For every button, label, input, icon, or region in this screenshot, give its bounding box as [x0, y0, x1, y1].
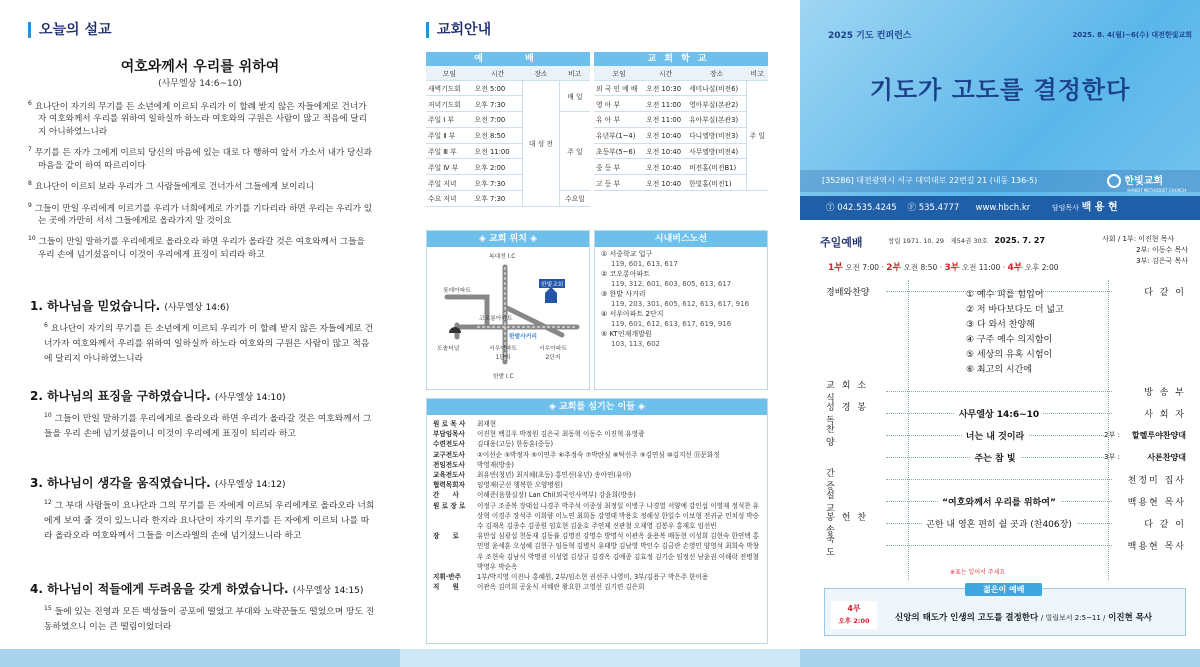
conference-date: 2025. 8. 4(월)~6(수) 대전한빛교회	[1072, 31, 1192, 39]
bulletin-meta: 창립 1971. 10. 29 제54권 30호 2025. 7. 27	[888, 236, 1046, 245]
bus-stop: ④ 서우아파트 2단지 119, 601, 612, 613, 617, 619, 916	[601, 310, 732, 328]
staff-row: 교구전도사 ②이선순 ③박정자 ⑤이연주 ⑥추정숙 ⑦박란심 ⑧탁선주 ⑨김연심 ⑩김지선 ⑪문화정	[433, 450, 720, 459]
staff-row: 원 로 장 로 이정구 조종복 장태섭 나경주 박주석 이종성 최정일 이병구 나경열 서양예 강인섭 이영재 정석찬 유상혁 이경주 장석주 이희량 이노연 최희동 강영태 박용호 정해성 한일수 이보형 전귀균 민치성 박승수 김재옥 김종수 김종원 임호현 김윤호 주연제 신관철 오재영 김봉우 홍재호 임선빈	[433, 501, 760, 531]
contact-bar: Ⓣ 042.535.4245 Ⓕ 535.4777 www.hbch.kr 담임목사 백 용 현	[800, 196, 1200, 220]
verse: $^{10}$ 그들이 만일 말하기를 우리에게로 올라오라 하면 우리가 올라갈 것은 여호와께서 그들을 우리 손에 넘기셨음이니 이것이 우리에게 표징이 되리라 하고	[28, 235, 365, 260]
staff-row: 수련전도사 김대웅(고등) 한동훈(중등)	[433, 440, 554, 449]
church-info-panel	[400, 0, 800, 667]
staff-row: 간 사 이해준(음향실장) Lan Chi(외국인사역부) 강윤희(방송)	[433, 491, 636, 500]
sermon-title: 여호와께서 우리를 위하여	[120, 59, 280, 75]
verse: $^6$ 요나단이 자기의 무기를 든 소년에게 이르되 우리가 이 할례 받지 않은 자들에게로 건너가자 여호와께서 우리를 위하여 일하실까 하노라 여호와의 구원은 사람이 많고 적음에 달리지 아니하였느니라	[28, 100, 367, 137]
location-box	[426, 230, 590, 390]
worship-header: 예 배	[426, 52, 590, 66]
website: www.hbch.kr	[975, 203, 1031, 213]
section-title: 교회안내	[426, 22, 491, 38]
staff-row: 교육전도사 최유빈(청년) 최지혜(초등) 홍민선(유년) 송아연(유아)	[433, 471, 632, 480]
order-row: 경배와찬양 다 같 이	[826, 287, 1186, 298]
section-title: 오늘의 설교	[28, 22, 112, 38]
church-logo: 한빛교회 HANBIT METHODIST CHURCH	[1107, 172, 1186, 193]
sermon-point: 1. 하나님을 믿었습니다. (사무엘상 14:6) $^6$ 요나단이 자기의 무기를 든 소년에게 이르되 우리가 이 할례 받지 않은 자들에게로 건너가자 여호와께서 우리를 위하여 일하실까 하노라 여호와의 구원은 사람이 많고 적음에 달리지 아니하였느니라	[30, 299, 374, 364]
sermon-point: 3. 하나님이 생각을 움직였습니다. (사무엘상 14:12) $^{12}$ 그 부대 사람들이 요나단과 그의 무기를 든 자에게 이르되 우리에게로 올라오라 너희에게 보여 줄 것이 있느니라 한지라 요나단이 자기의 무기를 든 자에게 이르되 나를 따라 올라오라 여호와께서 그들을 이스라엘의 손에 넘기셨느니라 하고	[30, 476, 375, 541]
order-row: 축 도 백용현 목사	[826, 535, 1186, 558]
phone-icon: Ⓣ	[826, 203, 835, 213]
verse: $^9$ 그들이 만일 우리에게 이르기를 우리가 너희에게로 가기를 기다리라 하면 우리는 우리가 있는 곳에 가만히 서서 그들에게로 올라가지 말 것이요	[28, 201, 373, 226]
location-header: ◈ 교회 위치 ◈	[427, 231, 589, 247]
staff-row: 전임전도사 박영재(방송)	[433, 460, 514, 469]
church-map: 복대전 I.C 롯데아파트 한빛교회 코오롱아파트 한밭사거리 도솔터널 서우아파트 1단지 서우아파트 2단지 한밭 I.C	[437, 254, 567, 380]
youth-worship-header: 젊은이 예배	[965, 583, 1042, 596]
order-row: 간 증 천정미 집사	[826, 469, 1186, 492]
church-address: [35286] 대전광역시 서구 대덕대로 22번길 21 (내동 136-5)	[800, 170, 1200, 192]
order-of-worship	[826, 280, 1186, 556]
conference-title: 기도가 고도를 결정한다	[869, 76, 1131, 104]
sermon-panel	[0, 0, 400, 667]
cover-panel	[800, 0, 1200, 667]
church-logo-icon	[1107, 174, 1121, 188]
praise-songs: ① 예수 피를 힘입어 ② 저 바다보다도 더 넓고 ③ 다 와서 찬양해 ④ 구주 예수 의지함이 ⑤ 세상의 유혹 시험이 ⑥ 최고의 시간에	[966, 290, 1064, 375]
worship-schedule: 예 배 모임 시간 장소 비고 새벽기도회 오전 5:00 대 성 전 매 일 저녁기도회 오후 7:30 주일 Ⅰ 부 오전 7:00 주 일 주일 Ⅱ 부 오전 8:50 주일 Ⅲ 부 오전 11:00 주일 Ⅳ 부 오후 2:00 주일 저녁 오후 7:30 수요 저녁 오후 7:30 수요일	[426, 52, 590, 207]
conference-name: 2025 기도 컨퍼런스	[828, 31, 912, 41]
fax-icon: Ⓕ	[907, 203, 917, 213]
verse: $^7$ 무기를 든 자가 그에게 이르되 당신의 마음에 있는 대로 다 행하여 앞서 가소서 내가 당신과 마음을 같이 하여 따르리이다	[28, 146, 372, 171]
staff-row: 장 로 유만섭 심광섭 천동재 김동률 김명진 강명수 방명석 이관옥 윤용복 배동현 이성희 김현숙 한연택 홍민영 윤세훈 오성혜 김현구 임동혁 김병식 유태방 김남영 박인수 김금란 손영민 양영석 최희숙 박창우 조현숙 김남식 박명권 이성엽 김상규 김경옥 김예종 김효정 김기순 임정선 남윤권 이해락 전병철 박영우 박순옥	[433, 532, 760, 571]
scripture-verses	[28, 98, 373, 267]
bottom-bar	[0, 649, 1200, 667]
worship-leaders: 사회 / 1부: 이진현 목사 2부: 이동수 목사 3부: 김은국 목사	[1102, 235, 1188, 265]
sermon-point: 4. 하나님이 적들에게 두려움을 갖게 하였습니다. (사무엘상 14:15) $^{15}$ 들에 있는 진영과 모든 백성들이 공포에 떨었고 부대와 노략꾼들도 떨었으며 땅도 진동하였으니 이는 큰 떨림이었더라	[30, 582, 375, 632]
youth-worship-box	[824, 585, 1186, 636]
sunday-worship-title: 주일예배	[820, 236, 863, 249]
order-row: 성경봉독 사무엘상 14:6~10 사 회 자	[826, 403, 1186, 426]
staff-header: ◈ 교회를 섬기는 이들 ◈	[427, 399, 767, 415]
conference-banner	[800, 0, 1200, 220]
order-row: 주는 참 빛 3부 : 사론찬양대	[826, 446, 1186, 468]
verse: $^8$ 요나단이 이르되 보라 우리가 그 사람들에게로 건너가서 그들에게 보이리니	[28, 180, 315, 193]
staff-row: 원 로 목 사 최재현	[433, 420, 497, 428]
bus-route-box	[594, 230, 768, 390]
school-schedule: 교회학교 모임 시간 장소 비고 외 국 인 예 배 오전 10:30 세미나실(비전6) 주 일 영 아 부 오전 11:00 영아부실(본관2) 유 아 부 오전 11:00 유아부실(본관3) 유년부(1~4) 오전 10:40 다니엘방(비전3) 초등부(5~6) 오전 10:40 사무엘방(비전4) 중 등 부 오전 10:40 비전홀(비전B1) 고 등 부 오전 10:40 한빛홀(비전1)	[594, 52, 768, 191]
staff-row: 협력목회자 임영재(군선 행복한 오양병원)	[433, 481, 563, 490]
bus-stop: ② 코오롱아파트 119, 312, 601, 603, 605, 613, 617	[601, 270, 732, 288]
youth-sermon: 신앙의 태도가 인생의 고도를 결정한다 / 빌립보서 2:5~11 / 이진현 목사	[895, 613, 1153, 623]
order-row: 설 교 “여호와께서 우리를 위하여” 백용현 목사	[826, 491, 1186, 514]
youth-worship-time: 4부 오후 2:00	[831, 601, 877, 629]
staff-row: 부담임목사 이진현 백길우 박정원 김은국 최동혁 이동수 이진혁 유영광	[433, 430, 645, 439]
school-header: 교회학교	[594, 52, 768, 66]
bus-header: 시내버스노선	[595, 231, 767, 247]
staff-row: 지휘·반주 1부/박지영 이진나 홍혜원, 2부/임소현 권선주 나영미, 3부/김용구 박은주 한이용	[433, 573, 709, 582]
order-row: 교회소식 방 송 부	[826, 381, 1186, 404]
sermon-reference: (사무엘상 14:6~10)	[158, 79, 242, 89]
sermon-point: 2. 하나님의 표징을 구하였습니다. (사무엘상 14:10) $^{10}$ 그들이 만일 말하기를 우리에게로 올라오라 하면 우리가 올라갈 것은 여호와께서 그들을 우리 손에 넘기셨음이니 이것이 우리에게 표징이 되리라 하고	[30, 389, 372, 439]
bus-stop: ⑤ KT인재개발원 103, 113, 602	[601, 330, 660, 348]
staff-box	[426, 398, 768, 644]
bus-stop: ③ 한밭 사거리 119, 203, 301, 605, 612, 613, 617, 916	[601, 290, 750, 308]
stand-note: ※표는 일어서 주세요	[950, 569, 1006, 576]
order-row: 찬 양 너는 내 것이라 2부 : 할렐루야찬양대	[826, 425, 1186, 448]
staff-row: 직 원 이관옥 김미희 공윤식 서혜란 왕요한 고영선 김기련 김은희	[433, 583, 645, 592]
bus-stop: ① 서중학교 입구 119, 601, 613, 617	[601, 250, 678, 268]
service-times: 1부 오전 7:00 · 2부 오전 8:50 · 3부 오전 11:00 · 4부 오후 2:00	[828, 263, 1059, 273]
order-row: 봉헌찬송 곤한 내 영혼 편히 쉴 곳과 (찬406장) 다 같 이	[826, 513, 1186, 536]
